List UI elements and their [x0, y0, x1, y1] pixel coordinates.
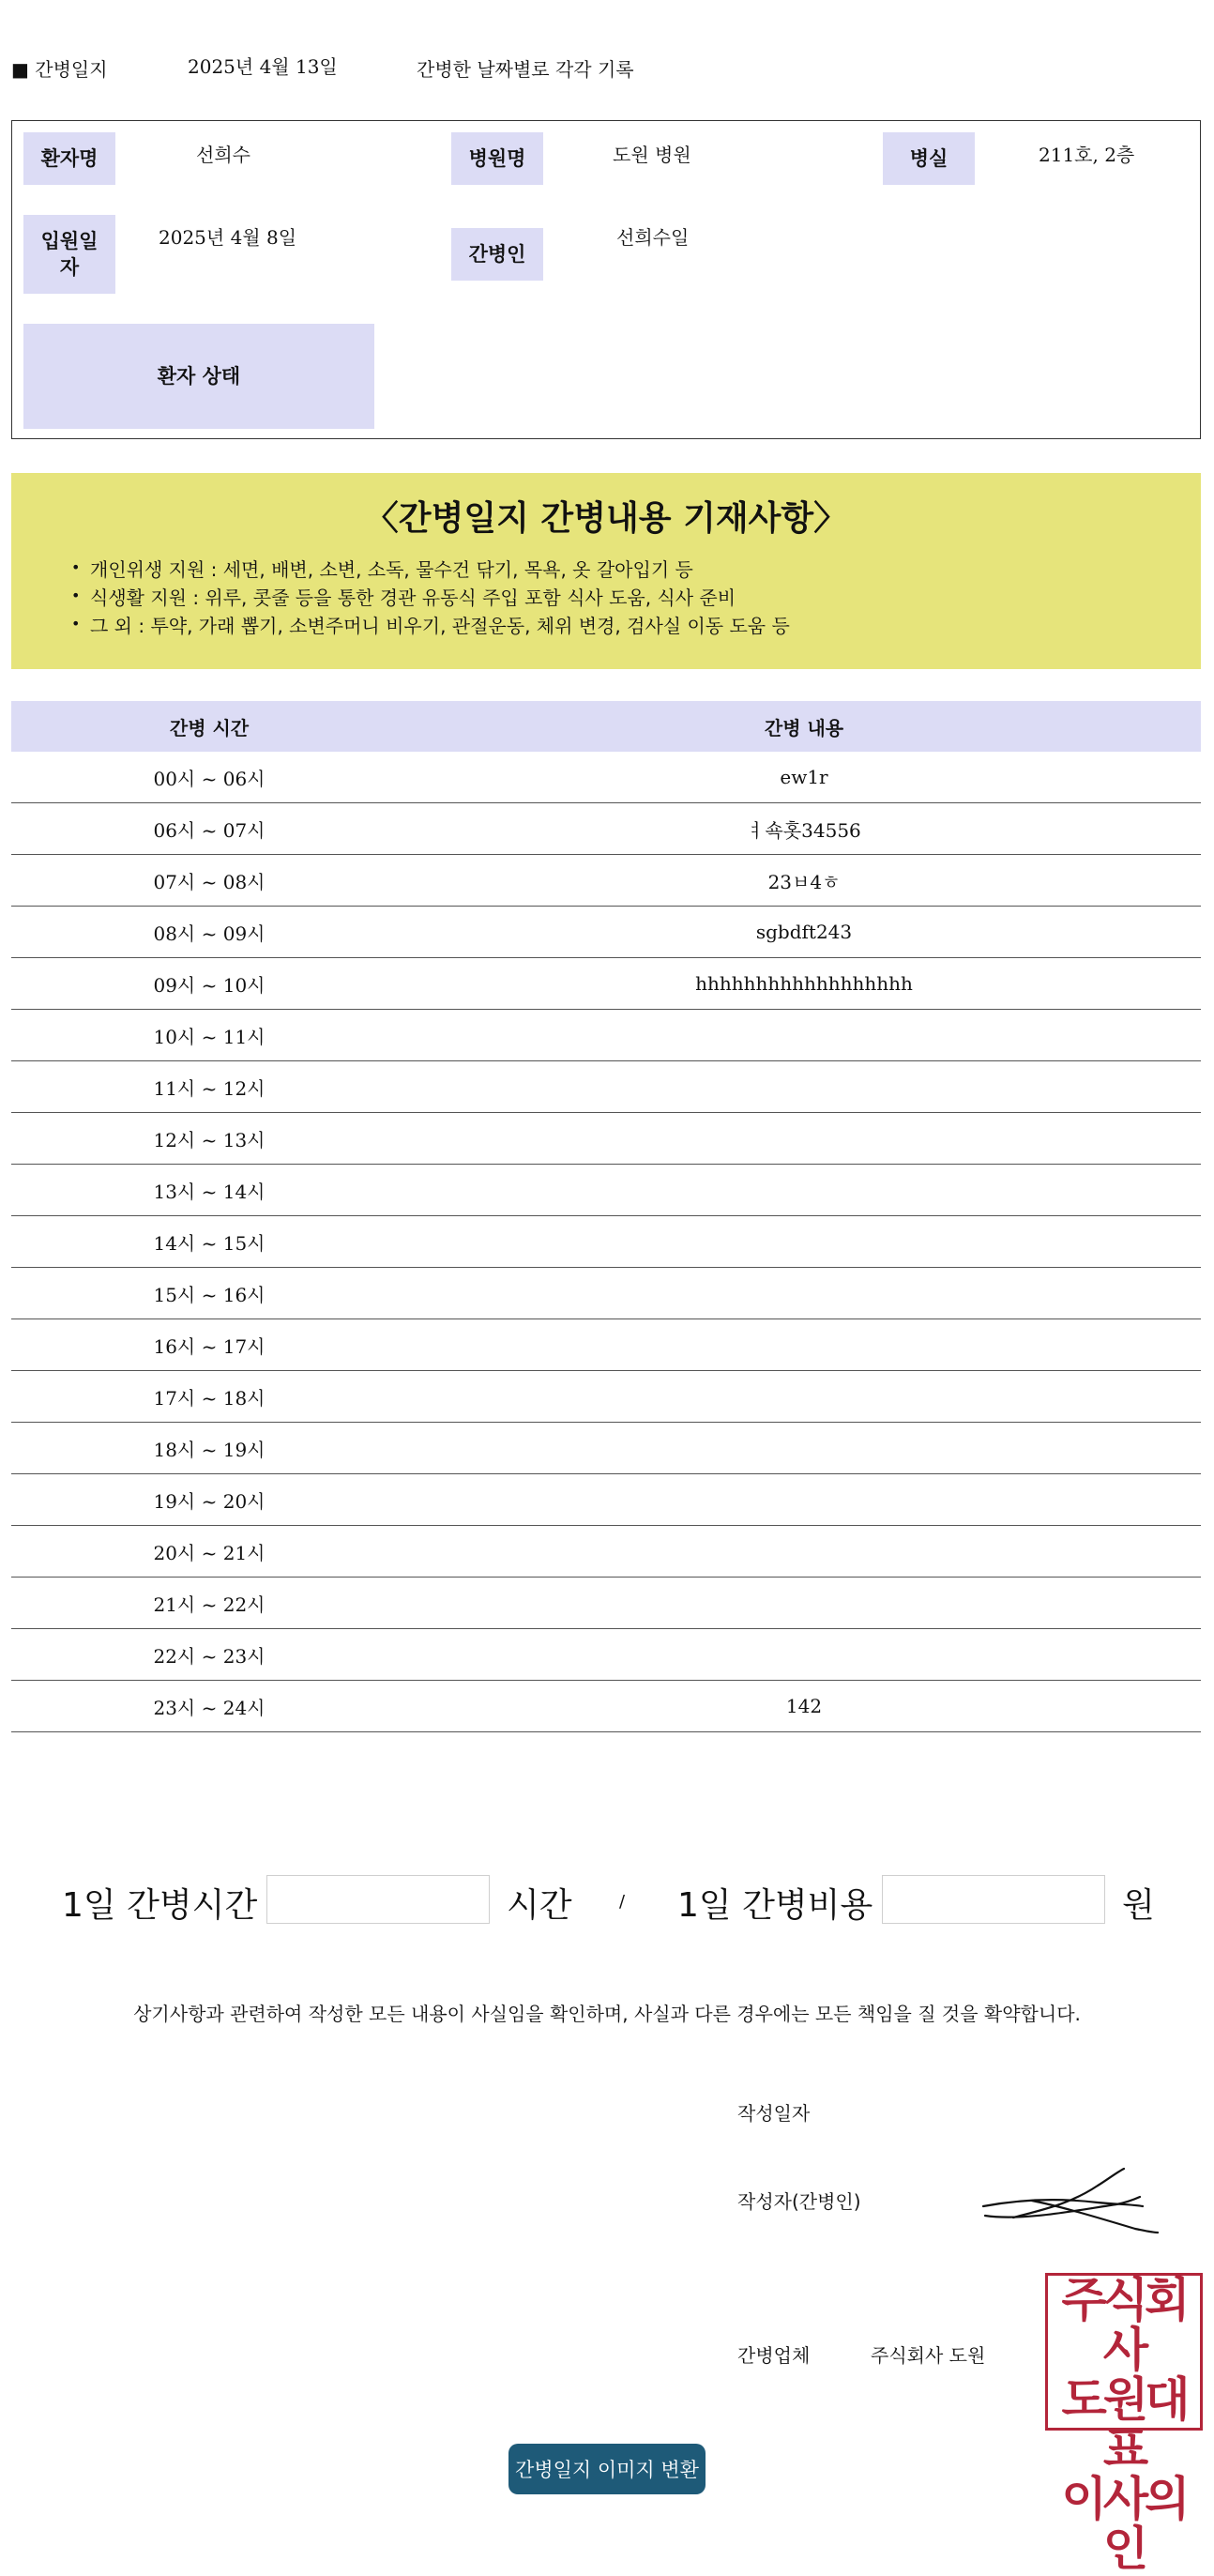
care-content	[407, 1578, 1201, 1629]
table-row	[11, 1371, 1201, 1423]
table-row	[11, 1268, 1201, 1319]
admission-date-label: 입원일자	[23, 215, 115, 294]
care-content	[407, 1526, 1201, 1578]
guideline-item: • 그 외 : 투약, 가래 뽑기, 소변주머니 비우기, 관절운동, 체위 변경, 검사실 이동 도움 등	[66, 612, 790, 640]
seal-line: 이사의인	[1061, 2472, 1187, 2576]
table-row	[11, 1165, 1201, 1216]
daily-hours-unit: 시간	[507, 1886, 572, 1925]
care-content	[407, 1371, 1201, 1423]
table-header-row	[11, 701, 1201, 752]
patient-name-value: 선희수	[196, 144, 250, 166]
seal-line: 도원대표	[1061, 2372, 1187, 2477]
table-row	[11, 1578, 1201, 1629]
care-content	[407, 1629, 1201, 1681]
care-time: 18시 ~ 19시	[11, 1423, 407, 1474]
care-content	[407, 1010, 1201, 1061]
table-row	[11, 958, 1201, 1010]
care-time: 23시 ~ 24시	[11, 1681, 407, 1732]
room-value: 211호, 2층	[1039, 144, 1135, 166]
care-content: 23ㅂ4ㅎ	[407, 855, 1201, 907]
care-time: 09시 ~ 10시	[11, 958, 407, 1010]
table-row	[11, 1629, 1201, 1681]
entry-guidelines-box	[11, 473, 1201, 669]
company-seal	[1045, 2273, 1203, 2576]
caregiver-label: 간병인	[451, 228, 543, 281]
daily-cost-unit: 원	[1122, 1886, 1155, 1925]
care-time: 00시 ~ 06시	[11, 752, 407, 803]
room-label: 병실	[883, 132, 975, 185]
patient-info-box	[11, 120, 1201, 439]
care-content: ew1r	[407, 752, 1201, 803]
care-time: 12시 ~ 13시	[11, 1113, 407, 1165]
header-note: 간병한 날짜별로 각각 기록	[417, 58, 634, 81]
convert-to-image-button[interactable]: 간병일지 이미지 변환	[508, 2444, 706, 2494]
care-time: 14시 ~ 15시	[11, 1216, 407, 1268]
table-row	[11, 1423, 1201, 1474]
care-content	[407, 1216, 1201, 1268]
table-row	[11, 1526, 1201, 1578]
care-time: 16시 ~ 17시	[11, 1319, 407, 1371]
care-time: 22시 ~ 23시	[11, 1629, 407, 1681]
table-row	[11, 855, 1201, 907]
table-row	[11, 1010, 1201, 1061]
hospital-value: 도원 병원	[613, 144, 691, 166]
table-row	[11, 1474, 1201, 1526]
care-content	[407, 1268, 1201, 1319]
guidelines-title: 〈간병일지 간병내용 기재사항〉	[364, 499, 848, 538]
table-row	[11, 1061, 1201, 1113]
hospital-label: 병원명	[451, 132, 543, 185]
column-header-time: 간병 시간	[11, 701, 407, 752]
admission-date-value: 2025년 4월 8일	[159, 226, 297, 249]
table-row	[11, 1113, 1201, 1165]
guideline-item: • 개인위생 지원 : 세면, 배변, 소변, 소독, 물수건 닦기, 목욕, 옷 갈아입기 등	[66, 556, 790, 584]
company-label: 간병업체	[737, 2344, 811, 2367]
care-time: 10시 ~ 11시	[11, 1010, 407, 1061]
care-content	[407, 1474, 1201, 1526]
care-content	[407, 1423, 1201, 1474]
care-content	[407, 1319, 1201, 1371]
document-label: ■ 간병일지	[11, 58, 108, 81]
care-content: 142	[407, 1681, 1201, 1732]
care-time: 15시 ~ 16시	[11, 1268, 407, 1319]
care-content	[407, 1061, 1201, 1113]
care-content: hhhhhhhhhhhhhhhhhh	[407, 958, 1201, 1010]
table-row	[11, 1216, 1201, 1268]
daily-hours-label: 1일 간병시간	[62, 1886, 258, 1925]
care-time: 08시 ~ 09시	[11, 907, 407, 958]
company-name: 주식회사 도원	[871, 2344, 986, 2367]
daily-cost-label: 1일 간병비용	[677, 1886, 873, 1925]
care-content	[407, 1113, 1201, 1165]
care-content: sgbdft243	[407, 907, 1201, 958]
table-row	[11, 1681, 1201, 1732]
daily-cost-input[interactable]	[882, 1875, 1105, 1924]
care-content: ㅕ쇽홋34556	[407, 803, 1201, 855]
care-schedule-table	[11, 701, 1201, 1732]
table-row	[11, 752, 1201, 803]
log-date: 2025년 4월 13일	[188, 55, 338, 78]
caregiver-signature	[976, 2163, 1163, 2238]
care-time: 17시 ~ 18시	[11, 1371, 407, 1423]
care-time: 06시 ~ 07시	[11, 803, 407, 855]
daily-hours-input[interactable]	[266, 1875, 490, 1924]
care-time: 21시 ~ 22시	[11, 1578, 407, 1629]
caregiver-value: 선희수일	[616, 226, 690, 249]
column-header-content: 간병 내용	[407, 701, 1201, 752]
patient-name-label: 환자명	[23, 132, 115, 185]
care-time: 13시 ~ 14시	[11, 1165, 407, 1216]
guidelines-list	[66, 556, 790, 640]
writer-label: 작성자(간병인)	[737, 2190, 861, 2213]
guideline-item: • 식생활 지원 : 위루, 콧줄 등을 통한 경관 유동식 주입 포함 식사 도움, 식사 준비	[66, 584, 790, 612]
totals-separator: /	[619, 1892, 626, 1912]
care-time: 20시 ~ 21시	[11, 1526, 407, 1578]
care-time: 19시 ~ 20시	[11, 1474, 407, 1526]
care-time: 11시 ~ 12시	[11, 1061, 407, 1113]
care-time: 07시 ~ 08시	[11, 855, 407, 907]
table-row	[11, 907, 1201, 958]
written-date-label: 작성일자	[737, 2102, 811, 2125]
seal-line: 주식회사	[1061, 2273, 1187, 2377]
care-content	[407, 1165, 1201, 1216]
patient-status-label: 환자 상태	[23, 324, 374, 429]
table-row	[11, 803, 1201, 855]
declaration-text: 상기사항과 관련하여 작성한 모든 내용이 사실임을 확인하며, 사실과 다른 경우에는 모든 책임을 질 것을 확약합니다.	[133, 2003, 1081, 2025]
table-row	[11, 1319, 1201, 1371]
